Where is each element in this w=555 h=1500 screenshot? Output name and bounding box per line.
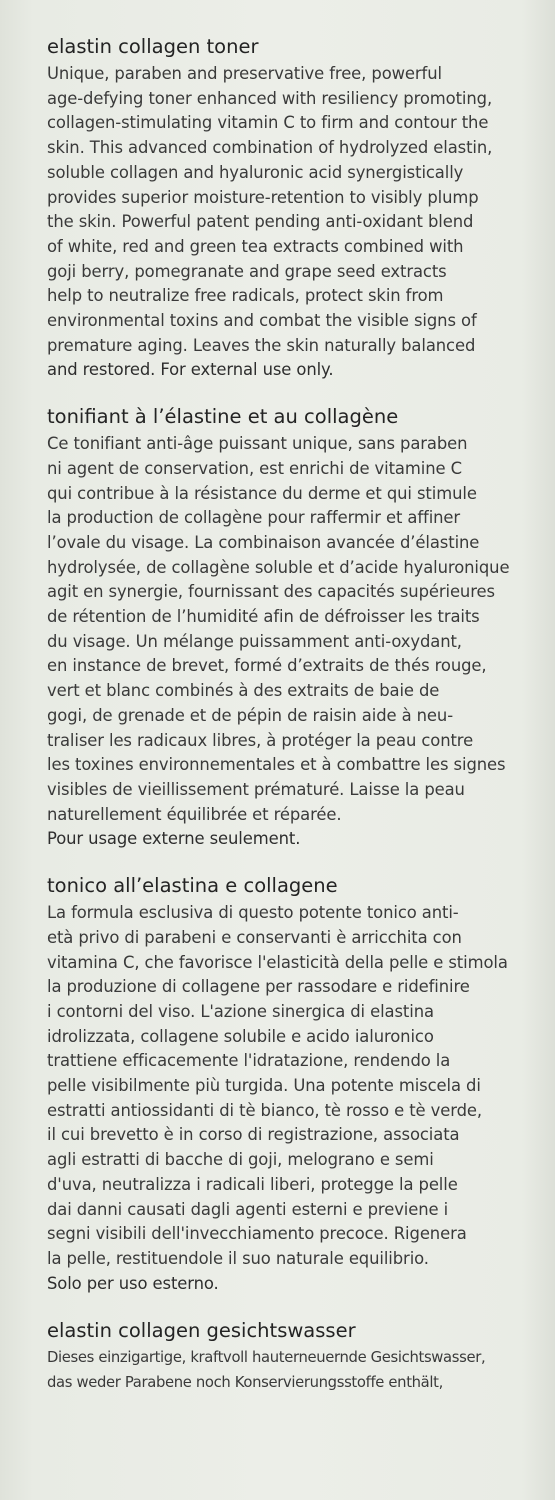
text-line: das weder Parabene noch Konservierungsstoffe enthält, [47,1374,443,1392]
text-line: skin. This advanced combination of hydrolyzed elastin, [47,138,493,158]
section-title-german: elastin collagen gesichtswasser [47,1319,356,1343]
text-line: help to neutralize free radicals, protect skin from [47,286,444,306]
text-line: and restored. For external use only. [47,360,334,380]
text-line: collagen-stimulating vitamin C to firm and contour the [47,113,489,133]
text-line: les toxines environnementales et à combattre les signes [47,755,506,775]
section-body-italian [47,901,525,1296]
text-line: agit en synergie, fournissant des capacités supérieures [47,582,495,602]
text-line: Pour usage externe seulement. [47,829,301,849]
section-body-english [47,62,525,383]
text-line: i contorni del viso. L'azione sinergica di elastina [47,1001,434,1021]
section-german [47,1318,525,1395]
section-title-english: elastin collagen toner [47,35,259,58]
text-line: l’ovale du visage. La combinaison avancée d’élastine [47,532,480,552]
section-italian [47,873,525,1296]
text-line: ni agent de conservation, est enrichi de vitamine C [47,458,462,478]
section-english [47,34,525,383]
text-line: age-defying toner enhanced with resiliency promoting, [47,88,493,108]
text-line: traliser les radicaux libres, à protéger la peau contre [47,730,474,750]
section-body-german [47,1346,525,1395]
text-line: Unique, paraben and preservative free, powerful [47,64,442,83]
text-line: en instance de brevet, formé d’extraits de thés rouge, [47,656,487,676]
text-line: agli estratti di bacche di goji, melograno e semi [47,1150,434,1170]
text-line: la produzione di collagene per rassodare e ridefinire [47,977,470,997]
text-line: the skin. Powerful patent pending anti-oxidant blend [47,212,474,232]
text-line: d'uva, neutralizza i radicali liberi, protegge la pelle [47,1174,458,1194]
text-line: provides superior moisture-retention to visibly plump [47,187,479,207]
text-line: estratti antiossidanti di tè bianco, tè rosso e tè verde, [47,1100,482,1120]
text-line: Ce tonifiant anti-âge puissant unique, sans paraben [47,434,468,454]
text-line: segni visibili dell'invecchiamento precoce. Rigenera [47,1224,467,1244]
section-body-french [47,432,525,852]
text-line: naturellement équilibrée et réparée. [47,804,342,824]
text-line: dai danni causati dagli agenti esterni e previene i [47,1199,449,1219]
text-line: la production de collagène pour raffermir et affiner [47,508,461,528]
text-line: Solo per uso esterno. [47,1273,219,1293]
text-line: vitamina C, che favorisce l'elasticità della pelle e stimola [47,952,508,972]
text-line: of white, red and green tea extracts combined with [47,236,464,256]
text-line: environmental toxins and combat the visible signs of [47,311,477,331]
text-line: età privo di parabeni e conservanti è arricchita con [47,927,462,947]
text-line: vert et blanc combinés à des extraits de baie de [47,681,440,701]
text-line: visibles de vieillissement prématuré. Laisse la peau [47,779,465,799]
text-line: Dieses einzigartige, kraftvoll hauterneuernde Gesichtswasser, [47,1349,486,1367]
text-line: goji berry, pomegranate and grape seed extracts [47,261,447,281]
text-line: La formula esclusiva di questo potente tonico anti- [47,903,459,923]
section-french [47,404,525,852]
section-title-italian: tonico all’elastina e collagene [47,874,338,898]
text-line: hydrolysée, de collagène soluble et d’acide hyaluronique [47,557,510,577]
text-line: idrolizzata, collagene solubile e acido ialuronico [47,1026,434,1046]
section-title-french: tonifiant à l’élastine et au collagène [47,405,399,429]
text-line: qui contribue à la résistance du derme et qui stimule [47,483,477,503]
text-line: trattiene efficacemente l'idratazione, rendendo la [47,1051,451,1071]
text-line: il cui brevetto è in corso di registrazione, associata [47,1125,460,1145]
text-line: de rétention de l’humidité afin de défroisser les traits [47,607,480,627]
text-line: soluble collagen and hyaluronic acid synergistically [47,162,464,182]
text-line: la pelle, restituendole il suo naturale equilibrio. [47,1248,429,1268]
text-line: premature aging. Leaves the skin naturally balanced [47,335,476,355]
text-line: pelle visibilmente più turgida. Una potente miscela di [47,1076,481,1096]
text-line: gogi, de grenade et de pépin de raisin aide à neu- [47,705,454,725]
text-line: du visage. Un mélange puissamment anti-oxydant, [47,631,462,651]
